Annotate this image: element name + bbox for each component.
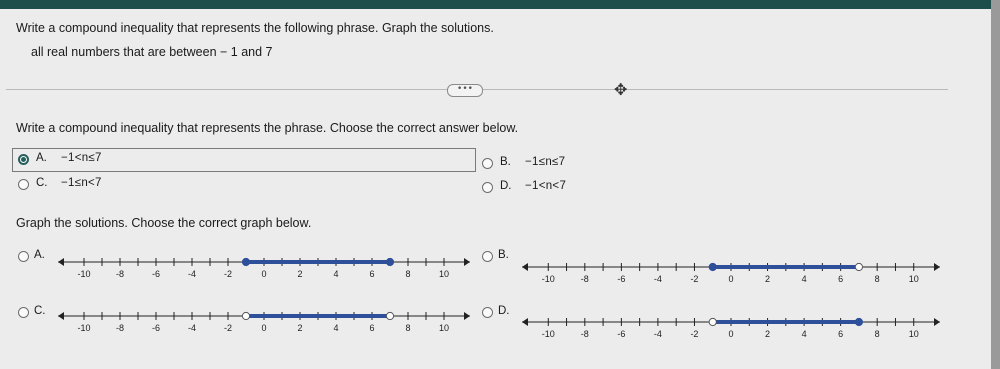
tick-label: 0 (261, 269, 267, 279)
tick-label: 0 (728, 329, 734, 339)
open-endpoint (709, 318, 716, 325)
option-c-inequality[interactable]: −1≤n<7 (61, 177, 102, 189)
tick-label: 2 (765, 329, 771, 339)
radio-graph-c[interactable] (18, 307, 29, 318)
tick-label: 4 (801, 329, 807, 339)
graph-a-letter: A. (34, 249, 45, 261)
tick-label: 8 (874, 329, 880, 339)
tick-label: -4 (653, 329, 662, 339)
option-b-letter: B. (500, 156, 511, 168)
more-options-button[interactable]: ••• (447, 84, 483, 97)
axis-arrow-right (934, 318, 940, 326)
closed-endpoint (386, 258, 393, 265)
axis-arrow-left (58, 312, 64, 320)
radio-graph-a[interactable] (18, 251, 29, 262)
tick-label: -4 (187, 269, 197, 279)
closed-endpoint (709, 263, 716, 270)
question-phrase: all real numbers that are between − 1 and 7 (31, 45, 273, 59)
axis-arrow-right (464, 258, 470, 266)
radio-option-d[interactable] (482, 182, 493, 193)
question-instruction: Write a compound inequality that represents the following phrase. Graph the solutions. (16, 21, 494, 35)
tick-label: 8 (405, 269, 411, 279)
tick-label: -6 (151, 323, 161, 333)
tick-label: -8 (580, 329, 589, 339)
tick-label: -8 (115, 323, 125, 333)
tick-label: -6 (617, 329, 626, 339)
axis-arrow-left (522, 263, 528, 271)
tick-label: 6 (838, 329, 844, 339)
tick-label: -2 (690, 274, 699, 284)
graph-c-letter: C. (34, 305, 46, 317)
tick-label: -10 (541, 274, 555, 284)
tick-label: -4 (653, 274, 662, 284)
number-line-a[interactable] (56, 250, 472, 286)
open-endpoint (242, 312, 249, 319)
radio-option-a[interactable] (18, 154, 29, 165)
tick-label: -2 (690, 329, 699, 339)
option-d-letter: D. (500, 180, 512, 192)
tick-label: 6 (369, 269, 375, 279)
radio-graph-b[interactable] (482, 251, 493, 262)
tick-label: 8 (405, 323, 411, 333)
open-endpoint (386, 312, 393, 319)
tick-label: 0 (728, 274, 734, 284)
option-d-inequality[interactable]: −1<n<7 (525, 180, 567, 192)
open-endpoint (855, 263, 862, 270)
option-a-letter: A. (36, 152, 47, 164)
tick-label: 10 (908, 329, 919, 339)
closed-endpoint (855, 318, 862, 325)
tick-label: -4 (187, 323, 197, 333)
number-line-d[interactable] (520, 310, 942, 346)
tick-label: 10 (908, 274, 919, 284)
tick-label: 10 (438, 323, 450, 333)
option-c-letter: C. (36, 177, 48, 189)
tick-label: -2 (223, 269, 233, 279)
axis-arrow-left (58, 258, 64, 266)
number-line-b[interactable] (520, 255, 942, 291)
move-icon[interactable]: ✥ (614, 80, 628, 99)
graph-d-letter: D. (498, 305, 510, 317)
scrollbar[interactable] (991, 0, 1000, 369)
axis-arrow-left (522, 318, 528, 326)
tick-label: -10 (541, 329, 555, 339)
tick-label: -8 (580, 274, 589, 284)
top-bar (0, 0, 1000, 9)
axis-arrow-right (464, 312, 470, 320)
radio-option-c[interactable] (18, 179, 29, 190)
tick-label: -6 (617, 274, 626, 284)
option-a-inequality[interactable]: −1<n≤7 (61, 152, 102, 164)
tick-label: 2 (765, 274, 771, 284)
number-line-c[interactable] (56, 304, 472, 340)
tick-label: 2 (297, 269, 303, 279)
radio-graph-d[interactable] (482, 307, 493, 318)
graph-b-letter: B. (498, 249, 509, 261)
tick-label: 6 (838, 274, 844, 284)
tick-label: 2 (297, 323, 303, 333)
tick-label: 4 (801, 274, 807, 284)
tick-label: -2 (223, 323, 233, 333)
tick-label: -10 (77, 323, 91, 333)
axis-arrow-right (934, 263, 940, 271)
tick-label: 8 (874, 274, 880, 284)
tick-label: 4 (333, 269, 339, 279)
part2-instruction: Graph the solutions. Choose the correct graph below. (16, 216, 312, 230)
option-b-inequality[interactable]: −1≤n≤7 (525, 156, 566, 168)
closed-endpoint (242, 258, 249, 265)
tick-label: -10 (77, 269, 91, 279)
tick-label: 6 (369, 323, 375, 333)
tick-label: 10 (438, 269, 450, 279)
tick-label: -6 (151, 269, 161, 279)
tick-label: 0 (261, 323, 267, 333)
tick-label: -8 (115, 269, 125, 279)
tick-label: 4 (333, 323, 339, 333)
part1-instruction: Write a compound inequality that represents the phrase. Choose the correct answer below. (16, 121, 519, 135)
radio-option-b[interactable] (482, 158, 493, 169)
